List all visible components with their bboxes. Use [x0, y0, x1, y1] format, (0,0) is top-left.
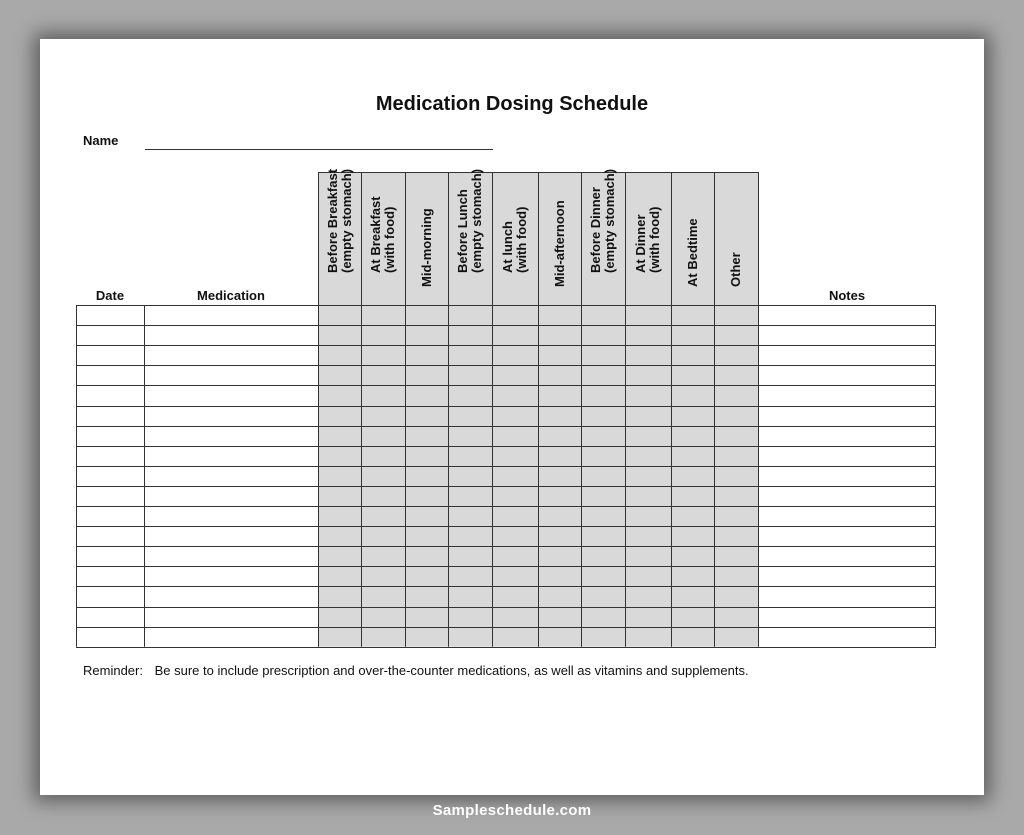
- schedule-table: [76, 168, 936, 650]
- dose-time-header: [625, 172, 671, 305]
- dose-time-label-line: Mid-afternoon: [551, 200, 567, 287]
- watermark-text: Sampleschedule.com: [432, 802, 592, 819]
- notes-column-header: Notes: [828, 288, 866, 303]
- table-row[interactable]: [76, 365, 936, 385]
- table-row[interactable]: [76, 466, 936, 486]
- page-title: Medication Dosing Schedule: [375, 93, 649, 115]
- reminder-label: Reminder:: [83, 663, 143, 678]
- name-label: Name: [83, 133, 119, 148]
- dose-time-label: [369, 196, 397, 273]
- table-row[interactable]: [76, 486, 936, 506]
- dose-time-header: [581, 168, 625, 305]
- table-row[interactable]: [76, 586, 936, 606]
- dose-time-label-line: At Dinner: [633, 214, 648, 273]
- reminder-text: Be sure to include prescription and over-the-counter medications, as well as vitamins and supplements.: [154, 663, 749, 678]
- table-row[interactable]: [76, 506, 936, 526]
- name-field-line[interactable]: [145, 149, 493, 150]
- dose-time-label: [553, 200, 567, 287]
- table-row[interactable]: [76, 607, 936, 627]
- reminder-note: [83, 663, 749, 678]
- dose-time-label-line: Other: [728, 252, 743, 287]
- table-row[interactable]: [76, 345, 936, 365]
- table-row[interactable]: [76, 566, 936, 586]
- table-row[interactable]: [76, 446, 936, 466]
- table-row[interactable]: [76, 305, 936, 325]
- table-row[interactable]: [76, 627, 936, 647]
- table-row[interactable]: [76, 526, 936, 546]
- dose-time-label-line: (with food): [647, 206, 662, 273]
- dose-time-label-line: (with food): [514, 206, 529, 273]
- dose-time-label-line: Before Dinner: [588, 187, 603, 273]
- dose-time-label: [729, 252, 743, 287]
- dose-time-header: [671, 172, 714, 305]
- dose-time-label-line: Mid-morning: [418, 208, 434, 287]
- date-column-header: Date: [95, 288, 125, 303]
- medication-column-header: Medication: [197, 288, 265, 303]
- dose-time-label-line: (empty stomach): [469, 168, 484, 273]
- table-row[interactable]: [76, 406, 936, 426]
- dose-time-header: [318, 168, 361, 305]
- document-page: [40, 39, 984, 795]
- dose-time-header: [492, 172, 538, 305]
- dose-time-label-line: (with food): [382, 206, 397, 273]
- dose-time-label: [589, 169, 617, 273]
- dose-time-label: [501, 207, 529, 273]
- dose-time-header: [714, 172, 758, 305]
- table-row[interactable]: [76, 546, 936, 566]
- dose-time-label-line: At lunch: [500, 221, 515, 273]
- dose-time-label-line: (empty stomach): [338, 168, 354, 273]
- dose-time-label-line: Before Lunch: [455, 189, 470, 273]
- table-row[interactable]: [76, 426, 936, 446]
- dose-time-label: [326, 169, 354, 273]
- table-row[interactable]: [76, 325, 936, 345]
- dose-time-header: [448, 168, 492, 305]
- table-row[interactable]: [76, 385, 936, 405]
- dose-time-header: [405, 172, 448, 305]
- dose-time-label: [420, 208, 434, 287]
- dose-time-label: [456, 169, 484, 273]
- dose-time-label-line: (empty stomach): [602, 168, 617, 273]
- dose-time-label: [634, 207, 662, 273]
- dose-time-label-line: At Breakfast: [368, 196, 383, 273]
- dose-time-label-line: Before Breakfast: [324, 168, 340, 273]
- dose-time-header: [538, 172, 581, 305]
- dose-time-label-line: At Bedtime: [684, 218, 700, 287]
- dose-time-header: [361, 172, 405, 305]
- dose-time-label: [686, 218, 700, 287]
